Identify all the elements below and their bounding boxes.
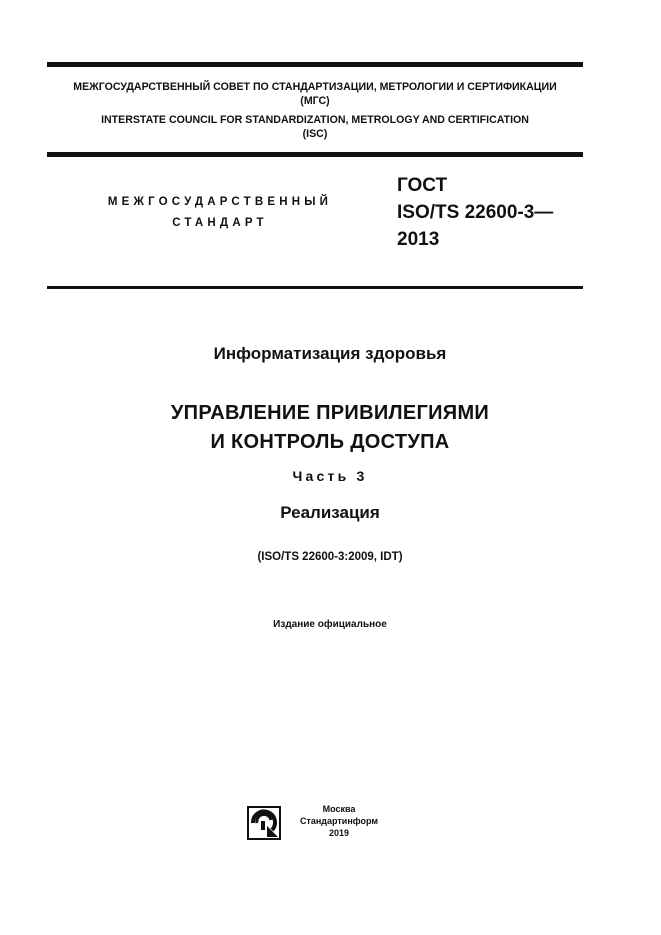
council-ru-name: МЕЖГОСУДАРСТВЕННЫЙ СОВЕТ ПО СТАНДАРТИЗАЦИИ, МЕТРОЛОГИИ И СЕРТИФИКАЦИИ bbox=[73, 81, 557, 93]
top-rule bbox=[47, 62, 583, 67]
standard-kind-line1: МЕЖГОСУДАРСТВЕННЫЙ bbox=[107, 196, 333, 208]
gost-designation bbox=[397, 172, 553, 253]
part-number: Часть 3 bbox=[292, 468, 368, 484]
publisher-block bbox=[247, 803, 407, 843]
publisher-text bbox=[289, 803, 389, 839]
bottom-rule bbox=[47, 286, 583, 289]
document-title-line1: УПРАВЛЕНИЕ ПРИВИЛЕГИЯМИ bbox=[170, 402, 490, 424]
document-title bbox=[47, 399, 613, 457]
standartinform-logo-icon bbox=[247, 806, 281, 840]
council-ru bbox=[47, 80, 583, 108]
gost-label: ГОСТ bbox=[397, 175, 448, 196]
council-en-abbr: (ISC) bbox=[302, 128, 328, 140]
document-title-line2: И КОНТРОЛЬ ДОСТУПА bbox=[210, 431, 450, 453]
gost-year: 2013 bbox=[397, 229, 440, 250]
publisher-year: 2019 bbox=[328, 828, 350, 838]
council-en-name: INTERSTATE COUNCIL FOR STANDARDIZATION, METROLOGY AND CERTIFICATION bbox=[101, 114, 529, 126]
council-ru-abbr: (МГС) bbox=[300, 95, 330, 107]
middle-rule bbox=[47, 152, 583, 157]
publisher-city: Москва bbox=[322, 804, 356, 814]
council-en bbox=[47, 113, 583, 141]
edition-note: Издание официальное bbox=[273, 619, 387, 630]
gost-number: ISO/TS 22600-3— bbox=[397, 202, 554, 223]
standard-kind bbox=[80, 192, 360, 234]
subject-title: Информатизация здоровья bbox=[213, 344, 447, 363]
international-equivalent: (ISO/TS 22600-3:2009, IDT) bbox=[257, 551, 403, 563]
publisher-name: Стандартинформ bbox=[299, 816, 379, 826]
standard-kind-line2: СТАНДАРТ bbox=[172, 217, 268, 229]
part-title: Реализация bbox=[280, 503, 380, 522]
